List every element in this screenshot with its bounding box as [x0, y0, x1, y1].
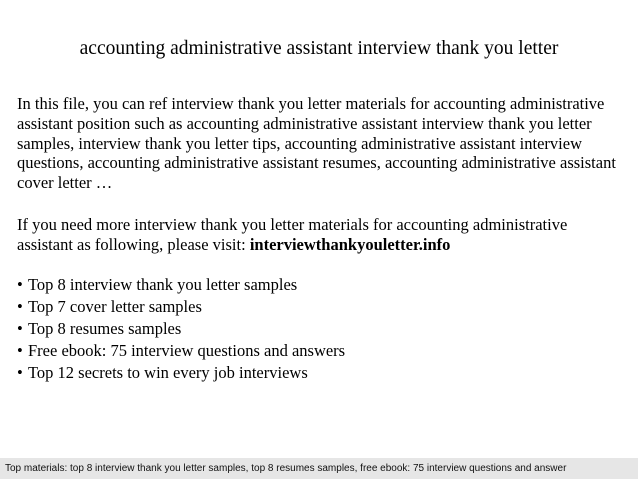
- bullet-text: Top 8 resumes samples: [28, 318, 182, 338]
- more-paragraph-text: If you need more interview thank you letter materials for accounting administrative assistant as following, please visit:: [17, 215, 568, 254]
- bullet-text: Free ebook: 75 interview questions and answers: [28, 340, 346, 360]
- bullet-item: [17, 274, 622, 296]
- intro-paragraph: In this file, you can ref interview thank you letter materials for accounting administrative assistant position such as accounting administrative assistant interview thank you letter samples, interview thank you letter tips, accounting administrative assistant interview questions, accounting administrative assistant resumes, accounting administrative assistant cover letter …: [17, 94, 616, 193]
- footer-bar: Top materials: top 8 interview thank you letter samples, top 8 resumes samples, free ebook: 75 interview questions and answer: [0, 458, 638, 479]
- bullet-text: Top 8 interview thank you letter samples: [28, 274, 298, 294]
- more-paragraph: [17, 215, 622, 255]
- bullet-item: [17, 362, 622, 384]
- bullet-item: [17, 340, 622, 362]
- website-link[interactable]: interviewthankyouletter.info: [249, 234, 451, 254]
- bullet-icon: •: [17, 362, 23, 382]
- bullet-icon: •: [17, 296, 23, 316]
- bullet-icon: •: [17, 318, 23, 338]
- slide-title: accounting administrative assistant interview thank you letter: [79, 38, 559, 59]
- bullet-text: Top 7 cover letter samples: [28, 296, 202, 316]
- bullet-list: [17, 274, 622, 384]
- slide-body: [17, 94, 622, 384]
- bullet-icon: •: [17, 340, 23, 360]
- bullet-text: Top 12 secrets to win every job interviews: [28, 362, 308, 382]
- bullet-icon: •: [17, 274, 23, 294]
- bullet-item: [17, 318, 622, 340]
- bullet-item: [17, 296, 622, 318]
